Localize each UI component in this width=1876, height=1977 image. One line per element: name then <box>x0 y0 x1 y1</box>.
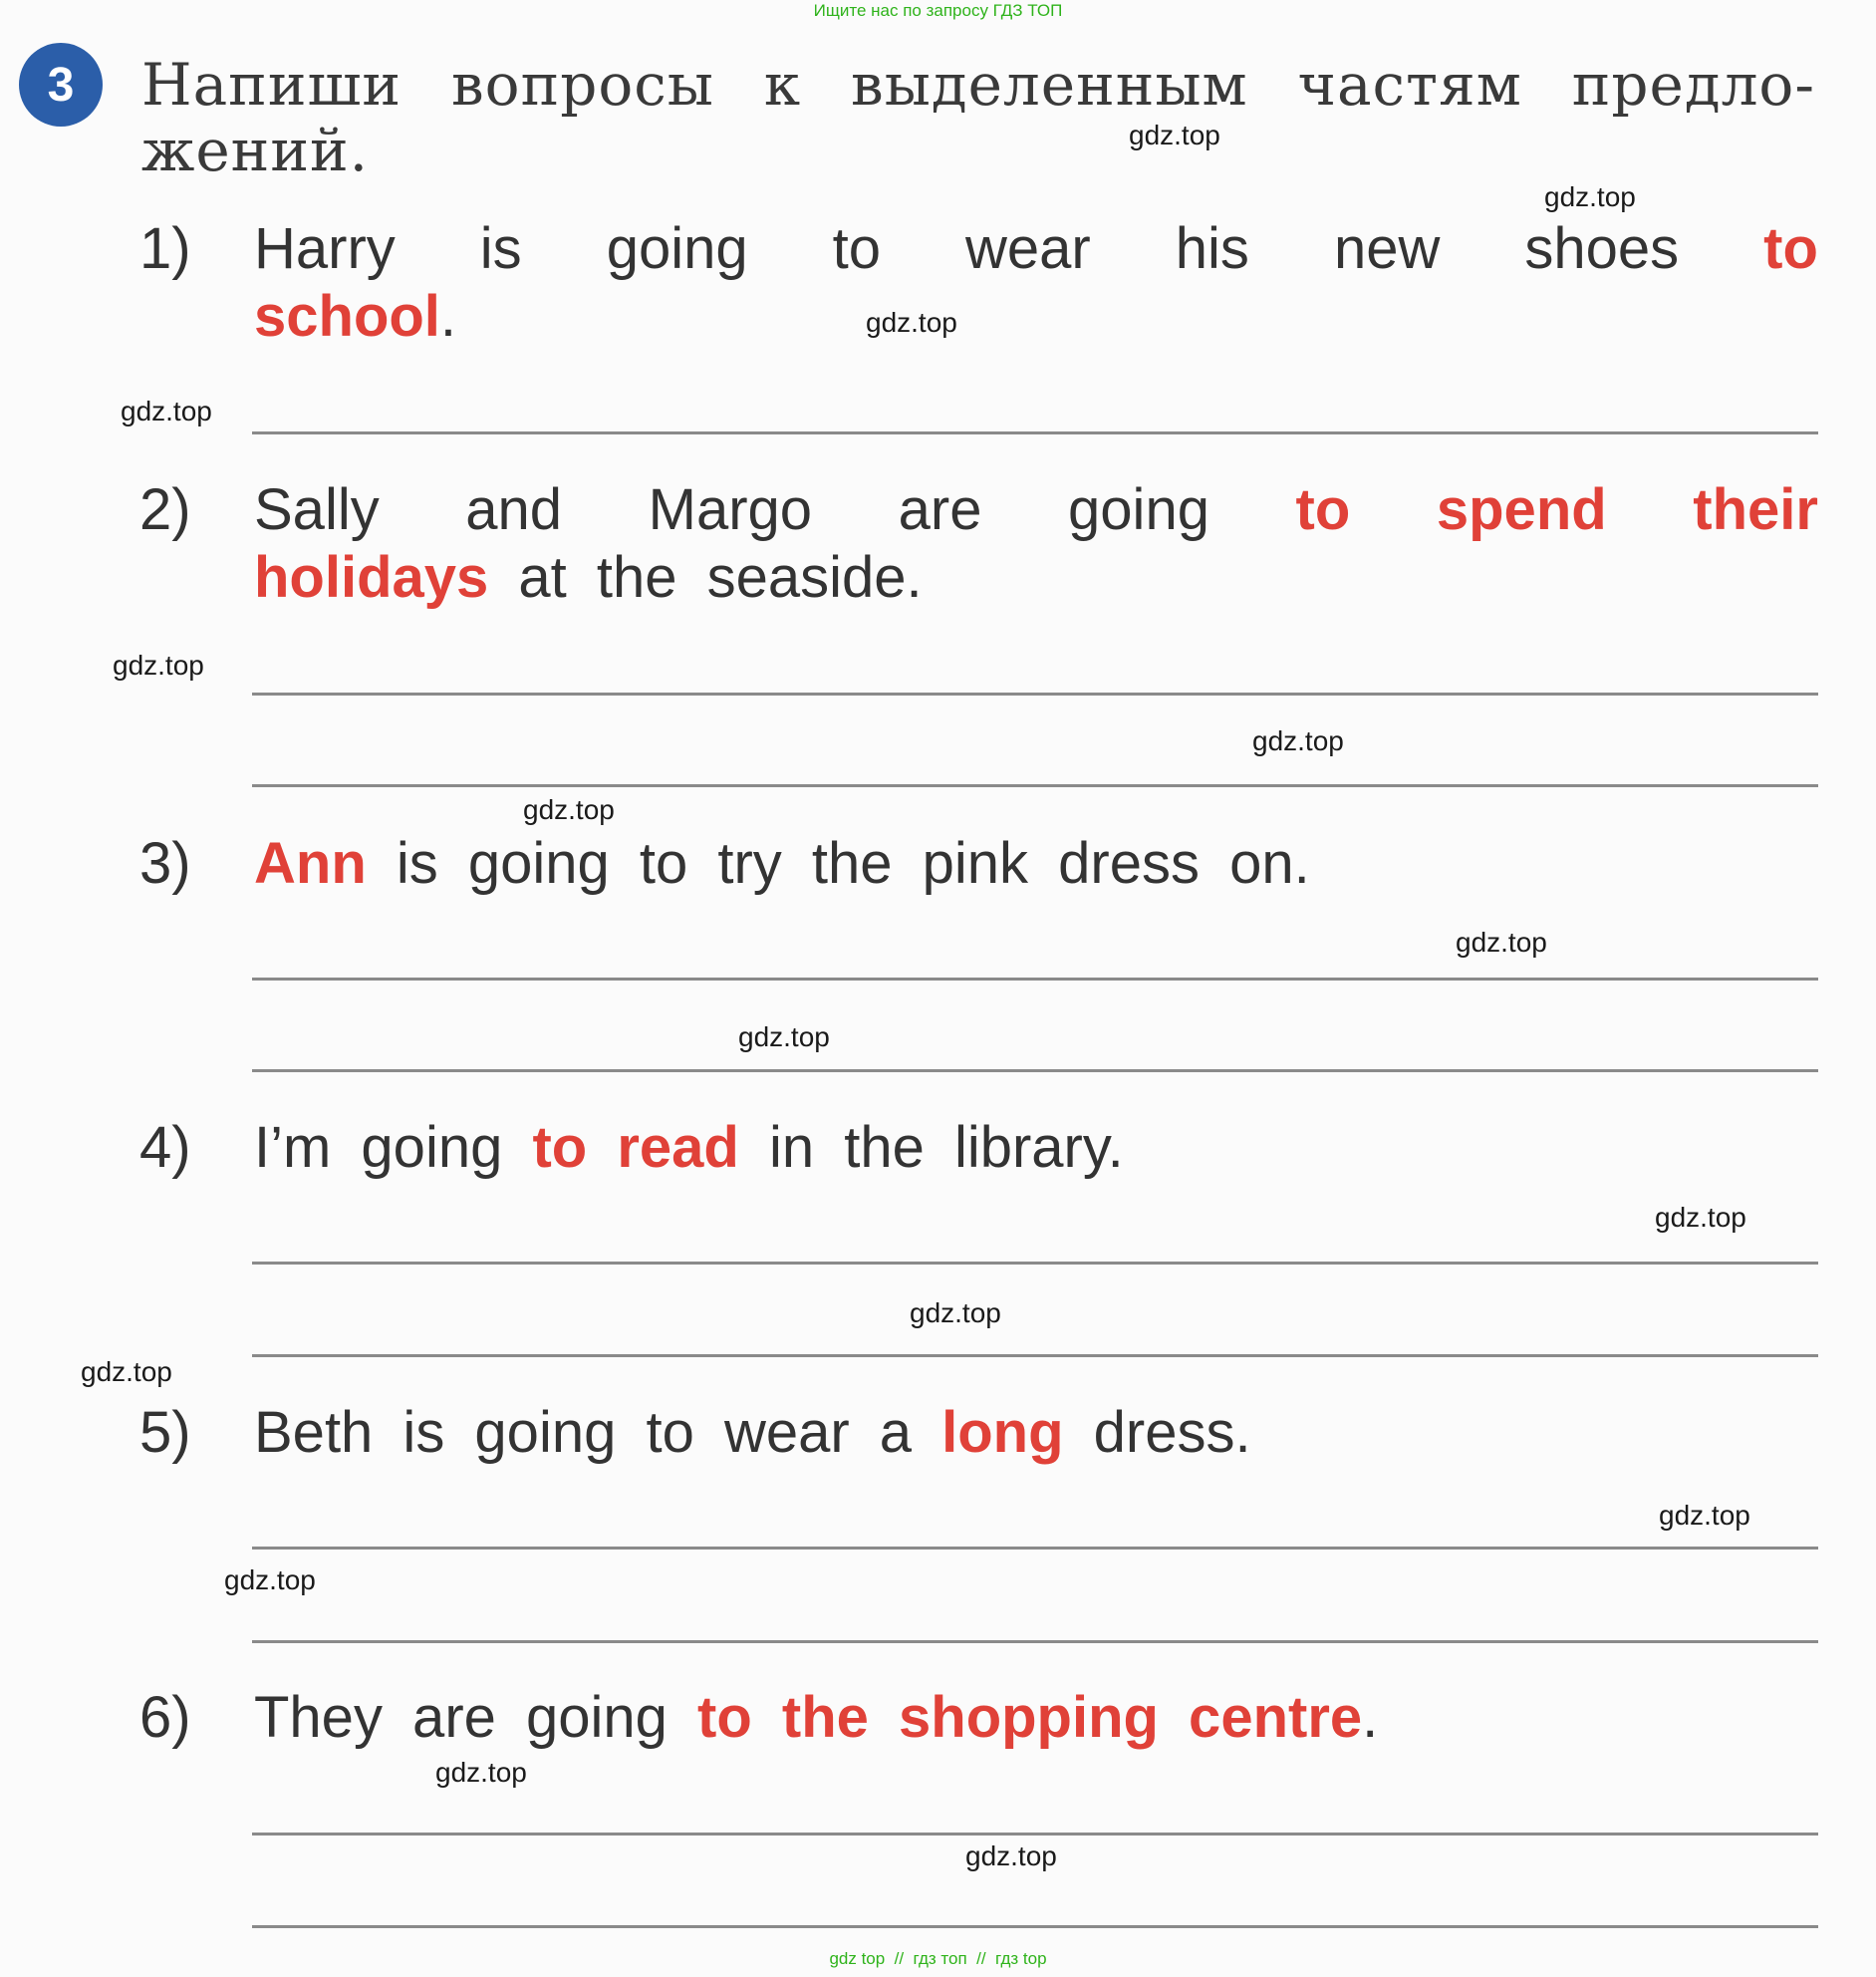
answer-line[interactable] <box>252 784 1818 787</box>
item-number: 2) <box>139 477 191 542</box>
instruction-word: Напиши <box>141 51 402 119</box>
item-number: 6) <box>139 1685 191 1750</box>
sentence-head: Beth is going to wear a <box>254 1400 942 1465</box>
item-number: 3) <box>139 831 191 896</box>
sentence-head: They are going <box>254 1685 698 1750</box>
highlighted-part: spend <box>1436 477 1607 542</box>
watermark: gdz.top <box>1655 1202 1746 1233</box>
highlighted-part: to the shopping centre <box>697 1685 1363 1750</box>
watermark: gdz.top <box>965 1840 1057 1871</box>
answer-line[interactable] <box>252 1547 1818 1550</box>
exercise-item-4 <box>139 1114 1818 1182</box>
answer-line[interactable] <box>252 1354 1818 1357</box>
highlighted-part: holidays <box>254 545 489 610</box>
watermark: gdz.top <box>121 396 212 426</box>
word: new <box>1333 216 1441 281</box>
answer-line[interactable] <box>252 1640 1818 1643</box>
answer-line[interactable] <box>252 1262 1818 1265</box>
highlighted-part: to <box>1763 216 1818 281</box>
sentence-tail: . <box>1362 1685 1379 1750</box>
answer-line[interactable] <box>252 978 1818 981</box>
watermark: gdz.top <box>81 1356 172 1387</box>
word: going <box>606 216 748 281</box>
word: his <box>1175 216 1249 281</box>
word: going <box>1068 477 1209 542</box>
highlighted-part: to read <box>532 1115 739 1180</box>
exercise-instruction <box>141 52 1815 183</box>
exercise-item-6 <box>139 1684 1818 1752</box>
sentence-tail: in the library. <box>738 1115 1124 1180</box>
word: shoes <box>1524 216 1680 281</box>
watermark: gdz.top <box>1456 927 1547 958</box>
word: wear <box>965 216 1091 281</box>
instruction-word: вопросы <box>451 51 714 119</box>
exercise-number-badge: 3 <box>19 43 103 127</box>
word: Margo <box>648 477 813 542</box>
highlighted-part: to <box>1295 477 1351 542</box>
instruction-line-2: жений. <box>141 117 370 184</box>
word: and <box>465 477 563 542</box>
sentence-tail: at the seaside. <box>488 545 923 610</box>
search-hint[interactable]: Ищите нас по запросу ГДЗ ТОП <box>813 1 1063 20</box>
item-number: 4) <box>139 1115 191 1180</box>
highlighted-part: their <box>1693 477 1818 542</box>
word: is <box>479 216 522 281</box>
watermark: gdz.top <box>1659 1500 1750 1531</box>
answer-line[interactable] <box>252 693 1818 696</box>
answer-line[interactable] <box>252 1833 1818 1836</box>
highlighted-part: school <box>254 284 440 349</box>
instruction-word: выделенным <box>851 51 1248 119</box>
exercise-item-1 <box>139 215 1818 351</box>
exercise-item-3 <box>139 830 1818 898</box>
instruction-word: предло- <box>1571 51 1815 119</box>
exercise-item-2 <box>139 476 1818 612</box>
word: Sally <box>254 477 380 542</box>
watermark: gdz.top <box>866 307 957 338</box>
sentence-head: I’m going <box>254 1115 533 1180</box>
answer-line[interactable] <box>252 1069 1818 1072</box>
item-number: 5) <box>139 1400 191 1465</box>
exercise-item-5 <box>139 1399 1818 1467</box>
word: to <box>832 216 882 281</box>
highlighted-part: long <box>941 1400 1064 1465</box>
watermark: gdz.top <box>224 1564 316 1595</box>
word: are <box>898 477 982 542</box>
answer-line[interactable] <box>252 431 1818 434</box>
instruction-word: к <box>763 51 802 119</box>
watermark: gdz.top <box>910 1297 1001 1328</box>
instruction-word: частям <box>1297 51 1522 119</box>
answer-line[interactable] <box>252 1925 1818 1928</box>
footer-watermark: gdz top // гдз топ // гдз top <box>829 1949 1047 1968</box>
watermark: gdz.top <box>1129 120 1220 150</box>
watermark: gdz.top <box>1544 181 1636 212</box>
watermark: gdz.top <box>523 794 615 825</box>
sentence-tail: . <box>439 284 457 349</box>
watermark: gdz.top <box>113 650 204 681</box>
watermark: gdz.top <box>435 1757 527 1788</box>
watermark: gdz.top <box>1252 725 1344 756</box>
highlighted-part: Ann <box>254 831 367 896</box>
sentence-tail: dress. <box>1063 1400 1251 1465</box>
watermark: gdz.top <box>738 1021 830 1052</box>
word: Harry <box>254 216 396 281</box>
item-number: 1) <box>139 216 191 281</box>
sentence-tail: is going to try the pink dress on. <box>366 831 1310 896</box>
